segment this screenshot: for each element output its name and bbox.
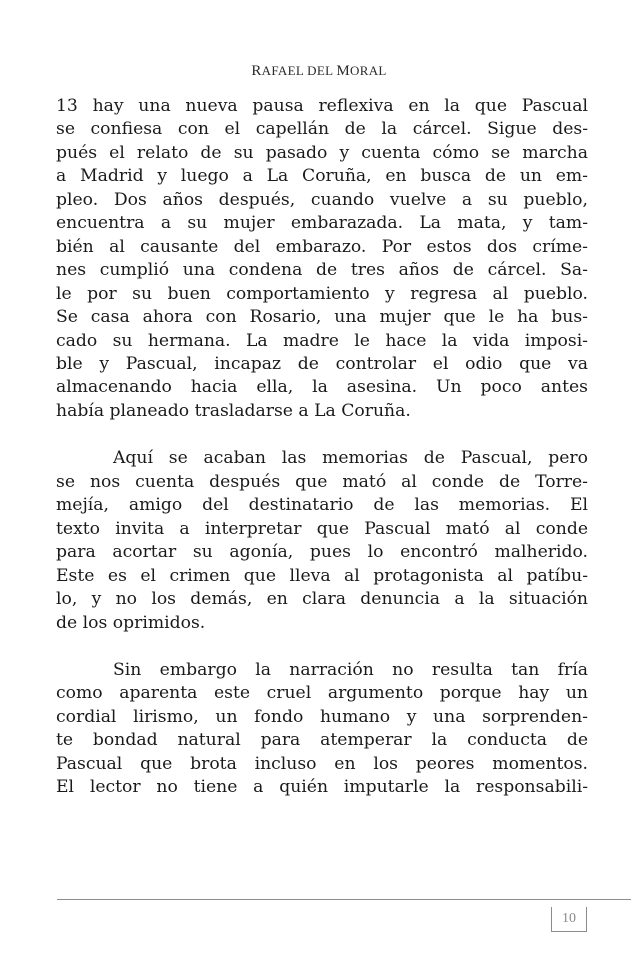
paragraph-2 — [56, 447, 588, 635]
text-line: para acortar su agonía, pues lo encontró malherido. — [56, 542, 588, 563]
text-line: a Madrid y luego a La Coruña, en busca de un em- — [56, 166, 588, 187]
text-line: 13 hay una nueva pausa reflexiva en la que Pascual — [56, 96, 588, 116]
text-line: Pascual que brota incluso en los peores momentos. — [56, 753, 588, 774]
text-line: como aparenta este cruel argumento porque hay un — [56, 683, 588, 704]
running-head-text: AFAEL DEL — [261, 63, 337, 78]
text-line: almacenando hacia ella, la asesina. Un poco antes — [56, 377, 588, 398]
text-line: pués el relato de su pasado y cuenta cómo se marcha — [56, 142, 588, 163]
text-line: Aquí se acaban las memorias de Pascual, pero — [113, 448, 588, 469]
text-line: te bondad natural para atemperar la conducta de — [56, 730, 588, 751]
text-line: cordial lirismo, un fondo humano y una sorprenden- — [56, 706, 588, 727]
text-line: texto invita a interpretar que Pascual mató al conde — [56, 518, 588, 539]
text-line: le por su buen comportamiento y regresa al pueblo. — [56, 283, 588, 304]
footer-rule — [57, 899, 631, 900]
paragraph-3 — [56, 659, 588, 800]
text-line: se nos cuenta después que mató al conde de Torre- — [56, 471, 588, 492]
text-line: se confiesa con el capellán de la cárcel. Sigue des- — [56, 119, 588, 140]
text-line: El lector no tiene a quién imputarle la responsabili- — [56, 777, 588, 798]
text-line: de los oprimidos. — [56, 612, 206, 633]
text-line: pleo. Dos años después, cuando vuelve a su pueblo, — [56, 189, 588, 210]
page-body — [56, 95, 588, 800]
text-line: Se casa ahora con Rosario, una mujer que le ha bus- — [56, 307, 588, 328]
text-line: ble y Pascual, incapaz de controlar el odio que va — [56, 353, 588, 374]
text-line: lo, y no los demás, en clara denuncia a la situación — [56, 589, 588, 610]
running-head-initial: R — [251, 63, 262, 79]
paragraph-1 — [56, 95, 588, 423]
text-line: había planeado trasladarse a La Coruña. — [56, 400, 411, 421]
page-number: 10 — [551, 907, 587, 932]
running-head-initial: M — [336, 63, 351, 79]
text-line: Sin embargo la narración no resulta tan fría — [113, 659, 588, 680]
text-line: encuentra a su mujer embarazada. La mata, y tam- — [56, 213, 588, 234]
running-head-text: ORAL — [350, 63, 387, 78]
text-line: nes cumplió una condena de tres años de cárcel. Sa- — [56, 260, 588, 281]
text-line: mejía, amigo del destinatario de las memorias. El — [56, 495, 588, 516]
text-line: cado su hermana. La madre le hace la vida imposi- — [56, 330, 588, 351]
text-line: bién al causante del embarazo. Por estos dos críme- — [56, 236, 588, 257]
text-line: Este es el crimen que lleva al protagonista al patíbu- — [56, 565, 588, 586]
running-head — [0, 63, 638, 80]
